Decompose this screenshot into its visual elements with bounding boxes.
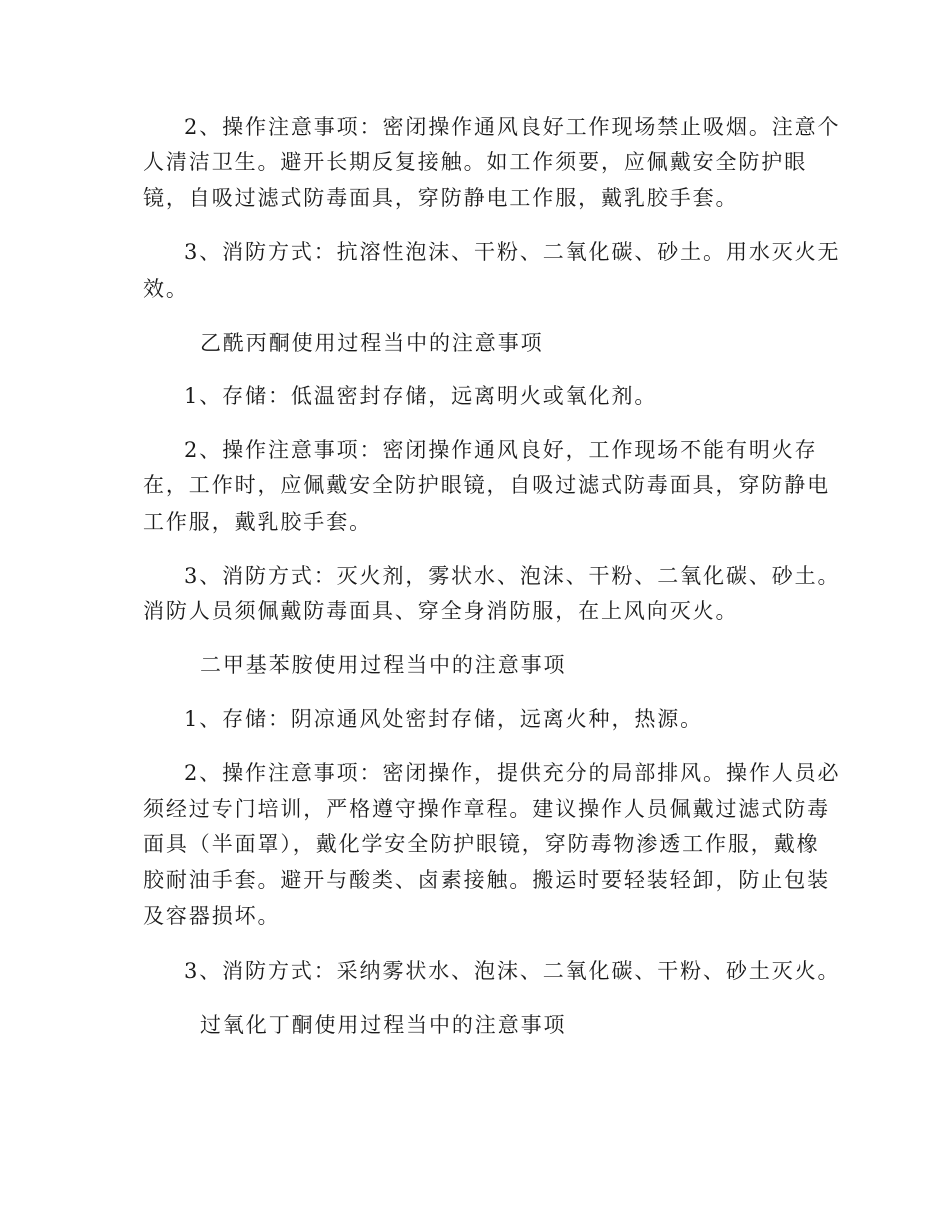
section-heading: 过氧化丁酮使用过程当中的注意事项 (200, 1013, 567, 1037)
section-heading: 二甲基苯胺使用过程当中的注意事项 (200, 653, 567, 677)
paragraph-line: 镜，自吸过滤式防毒面具，穿防静电工作服，戴乳胶手套。 (143, 186, 739, 210)
paragraph-line: 3、消防方式：灭火剂，雾状水、泡沫、干粉、二氧化碳、砂土。 (184, 564, 841, 588)
paragraph-line: 1、存储：低温密封存储，远离明火或氧化剂。 (184, 384, 658, 408)
section-heading: 乙酰丙酮使用过程当中的注意事项 (200, 331, 544, 355)
paragraph-line: 2、操作注意事项：密闭操作通风良好，工作现场不能有明火存 (184, 438, 818, 462)
paragraph-line: 胶耐油手套。避开与酸类、卤素接触。搬运时要轻装轻卸，防止包装 (143, 868, 830, 892)
paragraph-line: 1、存储：阴凉通风处密封存储，远离火种，热源。 (184, 707, 704, 731)
paragraph-line: 面具（半面罩），戴化学安全防护眼镜，穿防毒物渗透工作服，戴橡 (143, 832, 820, 856)
paragraph-line: 及容器损坏。 (143, 904, 281, 928)
paragraph-line: 3、消防方式：抗溶性泡沫、干粉、二氧化碳、砂土。用水灭火无 (184, 240, 841, 264)
paragraph-line: 消防人员须佩戴防毒面具、穿全身消防服，在上风向灭火。 (143, 599, 739, 623)
paragraph-line: 工作服，戴乳胶手套。 (143, 510, 372, 534)
paragraph-line: 3、消防方式：采纳雾状水、泡沫、二氧化碳、干粉、砂土灭火。 (184, 959, 841, 983)
paragraph-line: 2、操作注意事项：密闭操作，提供充分的局部排风。操作人员必 (184, 761, 841, 785)
paragraph-line: 人清洁卫生。避开长期反复接触。如工作须要，应佩戴安全防护眼 (143, 150, 808, 174)
paragraph-line: 须经过专门培训，严格遵守操作章程。建议操作人员佩戴过滤式防毒 (143, 797, 830, 821)
paragraph-line: 效。 (143, 277, 189, 301)
paragraph-line: 在，工作时，应佩戴安全防护眼镜，自吸过滤式防毒面具，穿防静电 (143, 473, 830, 497)
paragraph-line: 2、操作注意事项：密闭操作通风良好工作现场禁止吸烟。注意个 (184, 115, 841, 139)
